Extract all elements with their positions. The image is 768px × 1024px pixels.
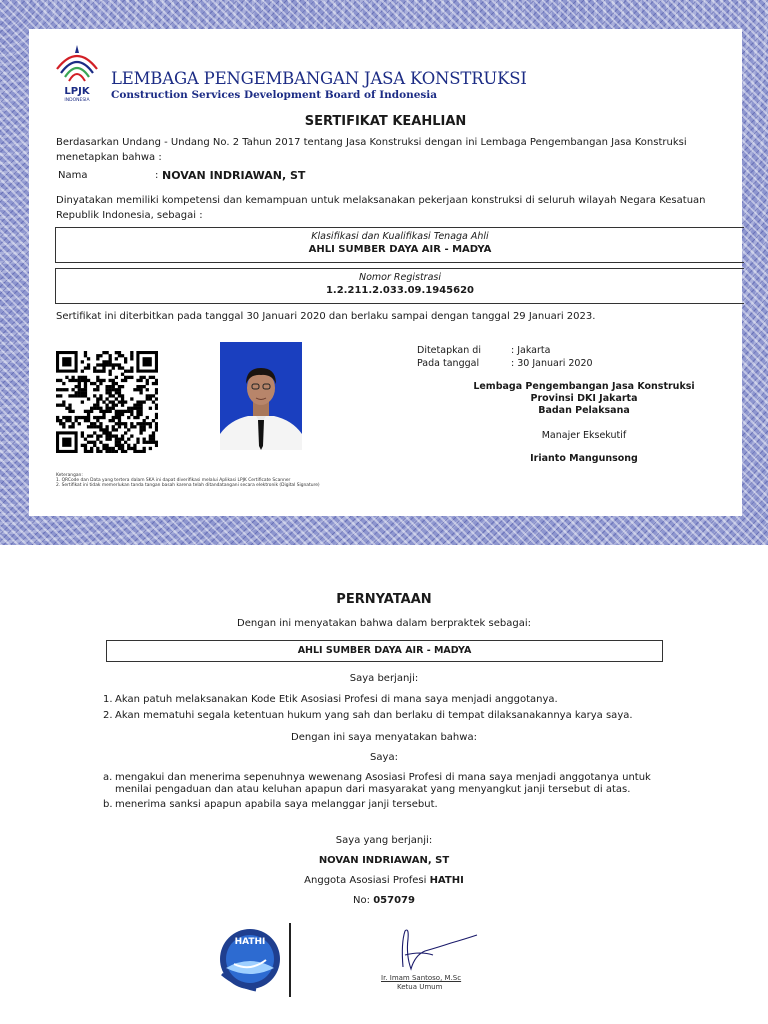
signatory-heading: Saya yang berjanji: — [335, 835, 433, 846]
list-text: Akan mematuhi segala ketentuan hukum yang sah dan berlaku di tempat dilaksanakannya karya saya. — [115, 709, 633, 721]
signer-name: Irianto Mangunsong — [530, 453, 638, 464]
tanggal-value: : 30 Januari 2020 — [511, 358, 593, 369]
declaration-heading: Dengan ini saya menyatakan bahwa: — [291, 732, 477, 743]
list-marker: 1. — [103, 694, 113, 705]
signature-divider — [289, 923, 291, 997]
holder-name: NOVAN INDRIAWAN, ST — [162, 169, 306, 182]
registration-number: 1.2.211.2.033.09.1945620 — [325, 285, 475, 296]
classification-value: AHLI SUMBER DAYA AIR - MADYA — [308, 244, 492, 255]
declaration-list — [103, 772, 663, 815]
association-name: HATHI — [429, 875, 464, 886]
registration-caption: Nomor Registrasi — [358, 272, 442, 283]
note-line-2: 2. Sertifikat ini tidak memerlukan tanda tangan basah karena telah ditandatangani secara elektronik (Digital Signature) — [56, 483, 320, 488]
list-marker: b. — [103, 799, 113, 810]
certificate-sheet — [29, 29, 742, 516]
certificate-intro: Berdasarkan Undang - Undang No. 2 Tahun 2017 tentang Jasa Konstruksi dengan ini Lembaga Pengembangan Jasa Konstruksi menetapkan bahwa : — [56, 137, 687, 163]
association-prefix: Anggota Asosiasi Profesi — [304, 875, 430, 886]
classification-box — [55, 227, 744, 263]
member-number-prefix: No: — [353, 895, 374, 906]
signing-org-line3: Badan Pelaksana — [538, 405, 630, 416]
svg-text:LPJK: LPJK — [64, 86, 90, 97]
list-marker: 2. — [103, 709, 113, 721]
ditetapkan-value: : Jakarta — [511, 345, 551, 356]
hathi-logo — [216, 924, 284, 994]
competence-statement: Dinyatakan memiliki kompetensi dan kemampuan untuk melaksanakan pekerjaan konstruksi di seluruh wilayah Negara Kesatuan Republik Indonesia, sebagai : — [56, 195, 706, 221]
member-name: NOVAN INDRIAWAN, ST — [318, 855, 450, 866]
list-text: mengakui dan menerima sepenuhnya wewenang Asosiasi Profesi di mana saya menjadi anggotanya untuk menilai pengaduan dan atau keluhan apapun dari masyarakat yang menyangkut janji tersebut di atas. — [115, 772, 651, 795]
list-marker: a. — [103, 772, 113, 783]
list-item — [103, 692, 663, 708]
lpjk-logo — [49, 39, 105, 103]
org-name: LEMBAGA PENGEMBANGAN JASA KONSTRUKSI — [111, 69, 527, 88]
validity-statement: Sertifikat ini diterbitkan pada tanggal 30 Januari 2020 dan berlaku sampai dengan tanggal 29 Januari 2023. — [56, 311, 596, 322]
statement-qualification-box: AHLI SUMBER DAYA AIR - MADYA — [106, 640, 663, 662]
signatory-title: Ketua Umum — [397, 983, 443, 991]
saya-label: Saya: — [370, 752, 398, 763]
classification-caption: Klasifikasi dan Kualifikasi Tenaga Ahli — [311, 231, 489, 242]
signing-org-line2: Provinsi DKI Jakarta — [530, 393, 638, 404]
signatory-name: Ir. Imam Santoso, M.Sc — [381, 974, 462, 982]
tanggal-label: Pada tanggal — [417, 358, 480, 369]
ditetapkan-label: Ditetapkan di — [417, 345, 481, 356]
svg-text:HATHI: HATHI — [234, 937, 266, 947]
svg-text:INDONESIA: INDONESIA — [64, 98, 90, 103]
registration-box — [55, 268, 744, 304]
member-number: 057079 — [373, 895, 415, 906]
qr-code — [56, 351, 158, 453]
signing-org-line1: Lembaga Pengembangan Jasa Konstruksi — [473, 381, 695, 392]
list-text: menerima sanksi apapun apabila saya melanggar janji tersebut. — [115, 799, 438, 810]
list-item — [103, 772, 663, 795]
holder-photo — [220, 342, 302, 450]
name-colon: : — [155, 170, 159, 181]
name-label: Nama — [58, 170, 88, 181]
statement-intro: Dengan ini menyatakan bahwa dalam berpraktek sebagai: — [237, 618, 531, 629]
promise-heading: Saya berjanji: — [349, 673, 419, 684]
list-item — [103, 708, 663, 724]
certificate-title: SERTIFIKAT KEAHLIAN — [304, 114, 467, 129]
member-number-line — [0, 895, 768, 906]
note-line-1: 1. QRCode dan Data yang tertera dalam SKA ini dapat diverifikasi melalui Aplikasi LPJK Certificate Scanner — [56, 478, 291, 483]
list-item — [103, 799, 663, 811]
statement-title: PERNYATAAN — [336, 592, 432, 607]
list-text: Akan patuh melaksanakan Kode Etik Asosiasi Profesi di mana saya menjadi anggotanya. — [115, 694, 558, 705]
association-line — [0, 875, 768, 886]
note-title: Keterangan: — [56, 473, 83, 478]
signer-role: Manajer Eksekutif — [541, 430, 627, 441]
org-subtitle: Construction Services Development Board of Indonesia — [111, 89, 438, 101]
promise-list — [103, 692, 663, 723]
